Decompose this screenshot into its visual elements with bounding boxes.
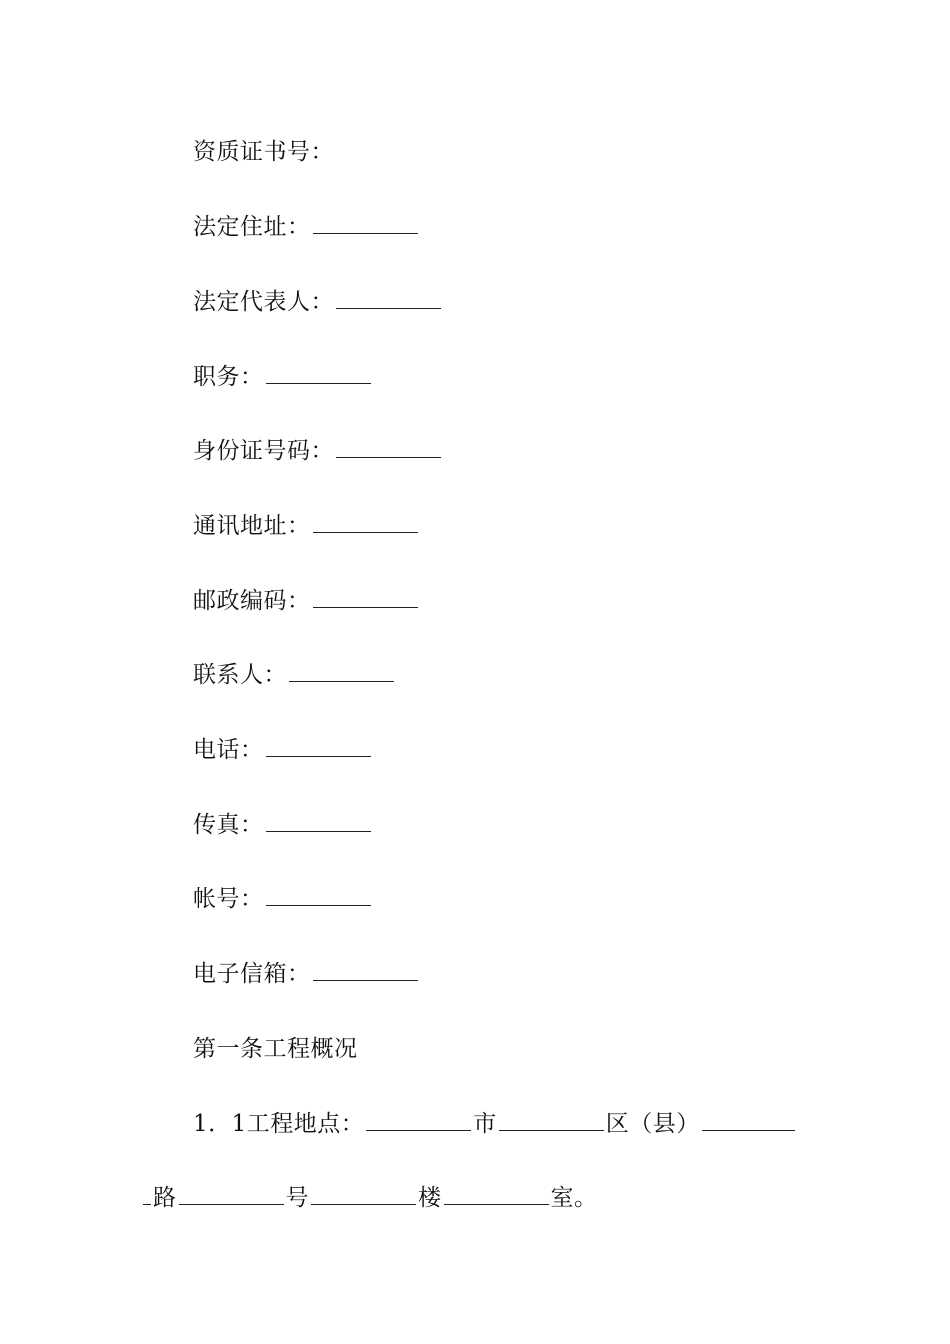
position-blank[interactable]	[266, 363, 371, 384]
location-prefix: 1．1工程地点：	[193, 1111, 365, 1137]
phone-line	[193, 735, 373, 765]
id-no-label: 身份证号码：	[193, 438, 334, 464]
legal-rep-blank[interactable]	[336, 288, 441, 309]
contact-blank[interactable]	[289, 661, 394, 682]
room-label: 室。	[550, 1185, 598, 1211]
account-line	[193, 884, 373, 914]
fax-label: 传真：	[193, 812, 264, 838]
mail-address-label: 通讯地址：	[193, 513, 311, 539]
building-label: 楼	[418, 1185, 442, 1211]
position-label: 职务：	[193, 364, 264, 390]
position-line	[193, 362, 373, 392]
address-label: 法定住址：	[193, 214, 311, 240]
cert-no-label: 资质证书号：	[193, 139, 334, 165]
mail-address-blank[interactable]	[313, 512, 418, 533]
district-blank[interactable]	[499, 1110, 604, 1131]
email-blank[interactable]	[313, 960, 418, 981]
phone-blank[interactable]	[266, 736, 371, 757]
road-blank-part1[interactable]	[702, 1110, 795, 1131]
location-line-2	[143, 1183, 598, 1213]
contact-line	[193, 660, 396, 690]
number-label: 号	[285, 1185, 309, 1211]
contact-label: 联系人：	[193, 662, 287, 688]
fax-blank[interactable]	[266, 811, 371, 832]
fax-line	[193, 810, 373, 840]
section-title-line	[193, 1034, 358, 1064]
id-no-blank[interactable]	[336, 437, 441, 458]
legal-rep-label: 法定代表人：	[193, 289, 334, 315]
room-blank[interactable]	[444, 1184, 549, 1205]
postcode-label: 邮政编码：	[193, 588, 311, 614]
address-blank[interactable]	[313, 213, 418, 234]
section-title: 第一条工程概况	[193, 1036, 358, 1062]
building-blank[interactable]	[311, 1184, 416, 1205]
city-blank[interactable]	[366, 1110, 471, 1131]
cert-no-line	[193, 137, 334, 167]
id-no-line	[193, 436, 443, 466]
road-label: 路	[153, 1185, 177, 1211]
postcode-blank[interactable]	[313, 587, 418, 608]
account-blank[interactable]	[266, 885, 371, 906]
road-blank-part2[interactable]	[143, 1184, 151, 1205]
phone-label: 电话：	[193, 737, 264, 763]
email-label: 电子信箱：	[193, 961, 311, 987]
account-label: 帐号：	[193, 886, 264, 912]
postcode-line	[193, 586, 420, 616]
city-label: 市	[473, 1111, 497, 1137]
location-line-1	[193, 1109, 797, 1139]
mail-address-line	[193, 511, 420, 541]
number-blank[interactable]	[179, 1184, 284, 1205]
legal-rep-line	[193, 287, 443, 317]
address-line	[193, 212, 420, 242]
district-label: 区（县）	[605, 1111, 700, 1137]
email-line	[193, 959, 420, 989]
